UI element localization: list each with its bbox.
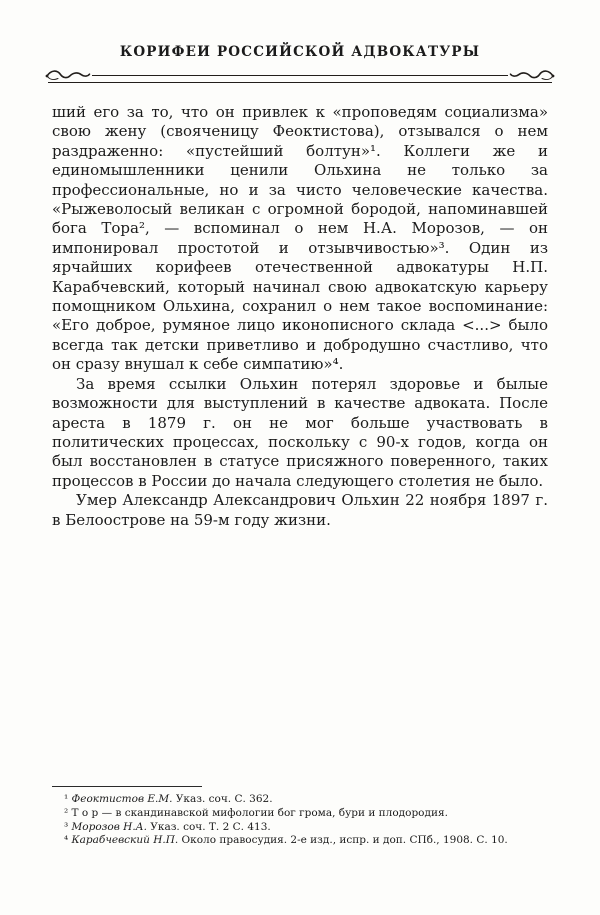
flourish-right-icon [508, 68, 556, 84]
footnote [52, 834, 548, 848]
body-paragraph: За время ссылки Ольхин потерял здоровье и былые возможности для выступлений в качестве адвоката. После ареста в 1879 г. он не мог больше участвовать в политических процессах, поскольку с 90-х годов, когда он был восстановлен в статусе присяжного поверенного, таких процессов в России до начала следующего столетия не было. [52, 374, 548, 490]
footnote-text: Указ. соч. С. 362. [175, 793, 273, 805]
footnote [52, 821, 548, 835]
footnote-author: Карабчевский Н.П. [71, 834, 182, 847]
header-rule-line-short [92, 75, 508, 76]
footnote-text: Т о р — в скандинавской мифологии бог грома, бури и плодородия. [71, 806, 448, 819]
body-paragraph: ший его за то, что он привлек к «проповедям социализма» свою жену (свояченицу Феоктистова), отзывался о нем раздраженно: «пустейший болтун»¹. Коллеги же и единомышленники ценили Ольхина не только за профессиональные, но и за чисто человеческие качества. «Рыжеволосый великан с огромной бородой, напоминавшей бога Тора², — вспоминал о нем Н.А. Морозов, — он импонировал простотой и отзывчивостью»³. Один из ярчайших корифеев отечественной адвокатуры Н.П. Карабчевский, который начинал свою адвокатскую карьеру помощником Ольхина, сохранил о нем такое воспоминание: «Его доброе, румяное лицо иконописного склада <...> было всегда так детски приветливо и добродушно счастливо, что он сразу внушал к себе симпатию»⁴. [52, 103, 548, 374]
footnote-separator [52, 786, 202, 787]
page-body [52, 103, 548, 530]
footnote-marker: ¹ [64, 793, 72, 805]
footnote-text: Указ. соч. Т. 2 С. 413. [150, 820, 271, 833]
footnote-marker: ³ [64, 820, 72, 833]
header-rule [48, 69, 552, 85]
running-title: КОРИФЕИ РОССИЙСКОЙ АДВОКАТУРЫ [119, 44, 481, 60]
footnote-marker: ⁴ [64, 834, 72, 847]
footnote [52, 807, 548, 821]
footnotes [52, 786, 548, 848]
footnote-author: Феоктистов Е.М. [71, 793, 176, 805]
footnote [52, 793, 548, 807]
header-rule-line-full [48, 82, 552, 83]
footnote-marker: ² [64, 806, 72, 819]
footnote-text: Около правосудия. 2-е изд., испр. и доп. СПб., 1908. С. 10. [181, 834, 508, 847]
footnote-author: Морозов Н.А. [71, 820, 151, 833]
page-header [0, 0, 600, 85]
body-paragraph: Умер Александр Александрович Ольхин 22 ноября 1897 г. в Белоострове на 59-м году жизни. [52, 491, 548, 529]
